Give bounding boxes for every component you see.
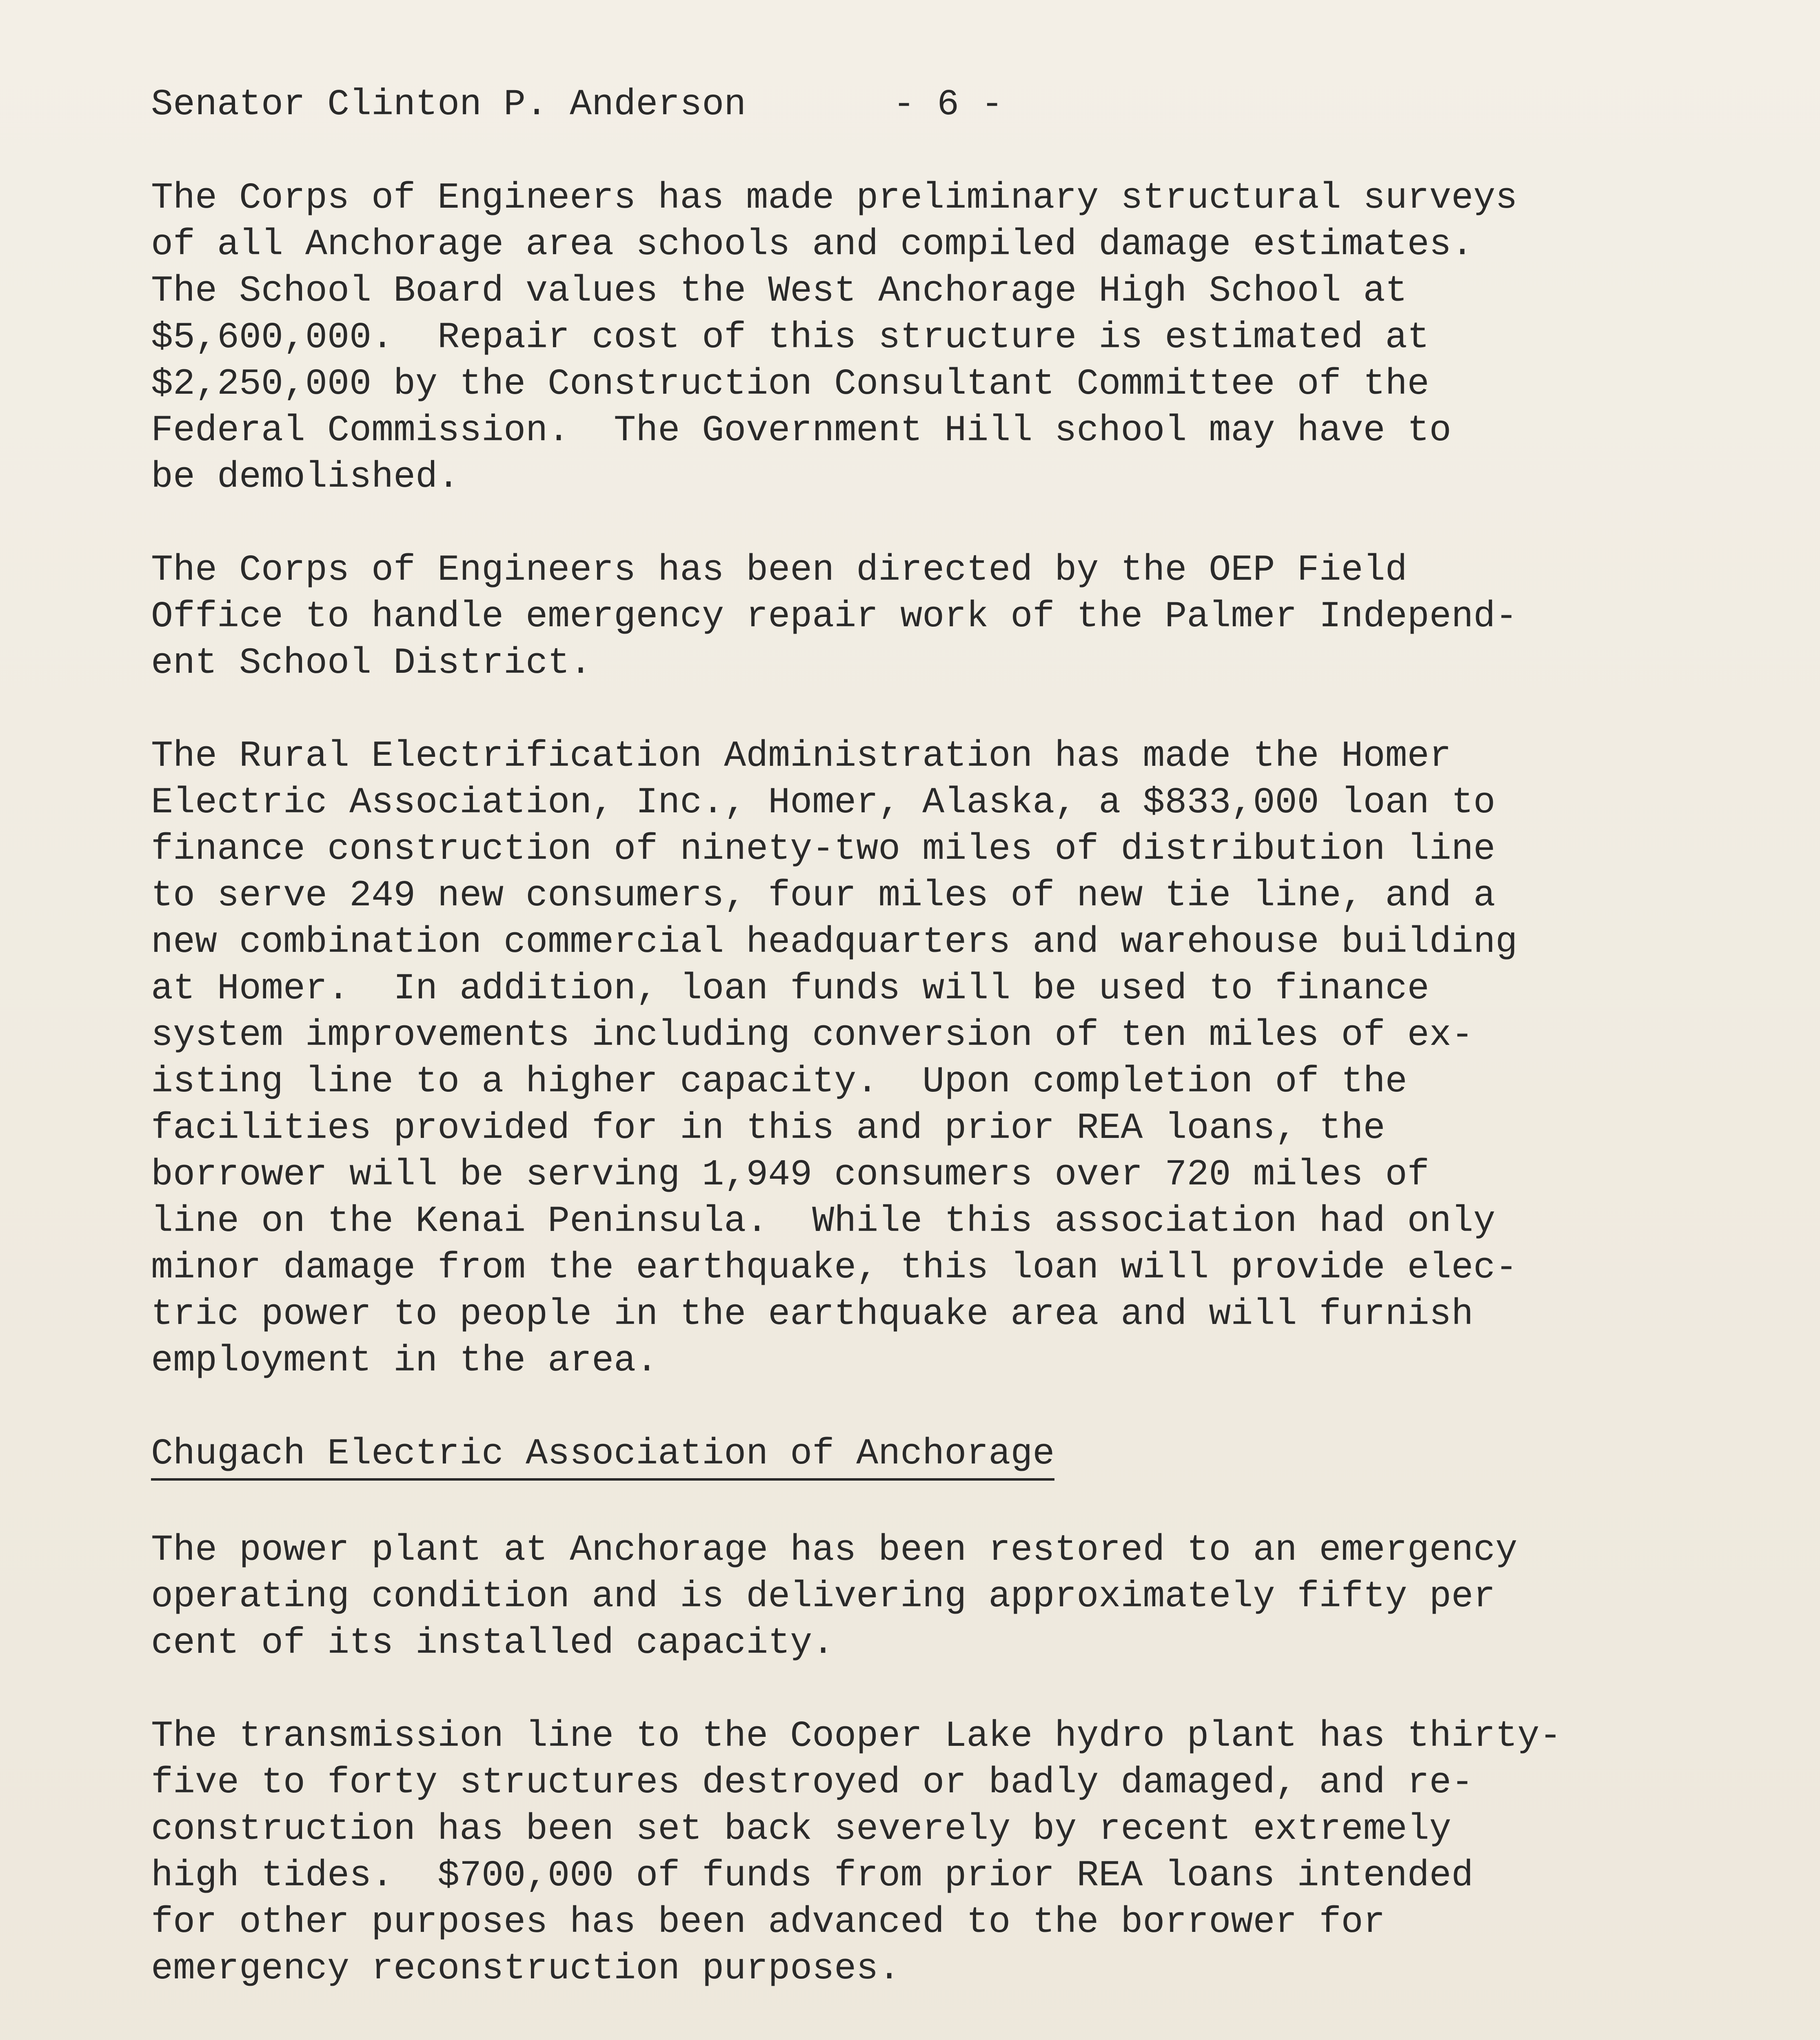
header-title: Senator Clinton P. Anderson — [151, 84, 746, 126]
section-heading-wrapper — [151, 1431, 1710, 1527]
page-header — [151, 82, 1710, 128]
text-line: The School Board values the West Anchorage High School at — [151, 271, 1407, 312]
text-line: of all Anchorage area schools and compiled damage estimates. — [151, 224, 1474, 266]
paragraph-transmission-line — [151, 1713, 1710, 1992]
text-line: Office to handle emergency repair work of the Palmer Independ- — [151, 596, 1518, 638]
text-line: The Rural Electrification Administration has made the Homer — [151, 736, 1452, 777]
text-line: operating condition and is delivering approximately fifty per — [151, 1576, 1496, 1618]
text-line: Electric Association, Inc., Homer, Alaska, a $833,000 loan to — [151, 782, 1496, 824]
text-line: cent of its installed capacity. — [151, 1623, 835, 1664]
text-line: The Corps of Engineers has been directed by the OEP Field — [151, 550, 1407, 591]
paragraph-power-plant — [151, 1527, 1710, 1667]
text-line: The Corps of Engineers has made preliminary structural surveys — [151, 177, 1518, 219]
paragraph-corps-school-surveys — [151, 175, 1710, 501]
text-line: emergency reconstruction purposes. — [151, 1948, 901, 1990]
text-line: tric power to people in the earthquake area and will furnish — [151, 1294, 1474, 1335]
text-line: construction has been set back severely by recent extremely — [151, 1809, 1452, 1850]
text-line: at Homer. In addition, loan funds will be used to finance — [151, 968, 1429, 1010]
text-line: $5,600,000. Repair cost of this structure is estimated at — [151, 317, 1429, 359]
section-heading: Chugach Electric Association of Anchorage — [151, 1431, 1054, 1481]
text-line: to serve 249 new consumers, four miles of new tie line, and a — [151, 875, 1496, 917]
text-line: employment in the area. — [151, 1340, 658, 1382]
text-line: new combination commercial headquarters and warehouse building — [151, 922, 1518, 963]
text-line: finance construction of ninety-two miles of distribution line — [151, 829, 1496, 870]
text-line: be demolished. — [151, 457, 460, 498]
text-line: system improvements including conversion of ten miles of ex- — [151, 1015, 1474, 1056]
text-line: minor damage from the earthquake, this loan will provide elec- — [151, 1247, 1518, 1289]
text-line: facilities provided for in this and prior REA loans, the — [151, 1108, 1385, 1149]
text-line: line on the Kenai Peninsula. While this association had only — [151, 1201, 1496, 1242]
paragraph-palmer-repair — [151, 547, 1710, 687]
document-body — [151, 82, 1710, 2040]
text-line: $2,250,000 by the Construction Consultant Committee of the — [151, 364, 1429, 405]
text-line: borrower will be serving 1,949 consumers over 720 miles of — [151, 1154, 1429, 1196]
text-line: isting line to a higher capacity. Upon completion of the — [151, 1061, 1407, 1103]
paragraph-rea-homer-loan — [151, 733, 1710, 1384]
text-line: high tides. $700,000 of funds from prior REA loans intended — [151, 1855, 1474, 1897]
text-line: The power plant at Anchorage has been restored to an emergency — [151, 1530, 1518, 1571]
text-line: five to forty structures destroyed or badly damaged, and re- — [151, 1762, 1474, 1804]
text-line: Federal Commission. The Government Hill school may have to — [151, 410, 1452, 452]
page-number: - 6 - — [893, 84, 1003, 126]
text-line: The transmission line to the Cooper Lake hydro plant has thirty- — [151, 1716, 1562, 1757]
text-line: for other purposes has been advanced to the borrower for — [151, 1902, 1385, 1943]
text-line: ent School District. — [151, 643, 592, 684]
